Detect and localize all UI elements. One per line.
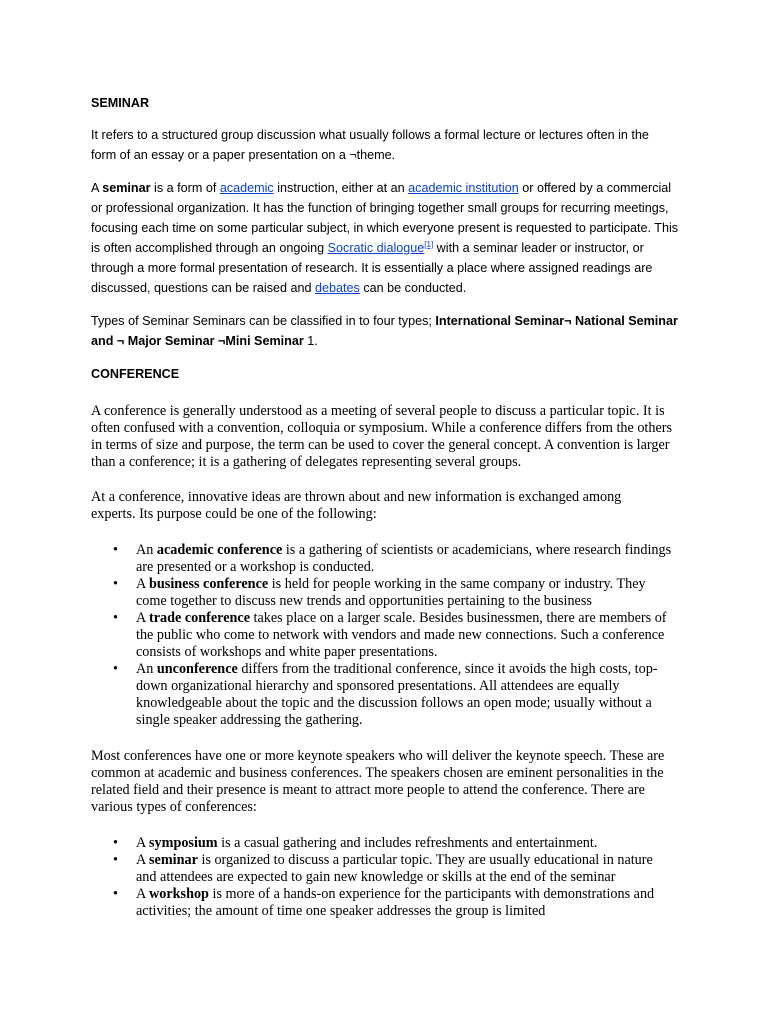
seminar-heading: SEMINAR [91,96,150,110]
bullet: • [113,576,118,592]
list-item [91,852,676,886]
bold-term: unconference [156,661,238,677]
text-run: is a gathering of scientists or academicians, where research findings are presented or a workshop is conducted. [136,542,672,575]
bold-term: seminar [149,852,198,868]
text-run: is more of a hands-on experience for the participants with demonstrations and activities; the amount of time one speaker addresses the group is limited [136,886,655,919]
text-run: An [136,661,157,677]
bold-term: trade conference [149,610,250,626]
conference-definition-paragraph: A conference is generally understood as a meeting of several people to discuss a particular topic. It is often confused with a convention, colloquia or symposium. While a conference differs from the others in terms of size and purpose, the term can be used to cover the general concept. A convention is larger than a conference; it is a gathering of delegates representing several groups. [91,403,672,470]
bold-term: workshop [149,886,209,902]
conference-types-list [91,835,676,920]
text-run: A [136,852,150,868]
text-run: instruction, either at an [273,181,409,195]
list-item [91,610,676,661]
list-item [91,886,676,920]
text-run: A [136,835,150,851]
text-run: can be conducted. [359,281,467,295]
seminar-definition-paragraph [91,178,681,298]
text-run: is a casual gathering and includes refreshments and entertainment. [217,835,598,851]
text-run: is held for people working in the same company or industry. They come together to discuss new trends and opportunities pertaining to the business [136,576,646,609]
text-run: An [136,542,157,558]
bullet: • [113,852,118,868]
conference-purpose-list [91,542,676,729]
conference-heading: CONFERENCE [91,367,180,381]
list-item [91,835,676,852]
text-run: A [136,610,150,626]
bullet: • [113,835,118,851]
bold-term-seminar: seminar [102,181,151,195]
list-item [91,576,676,610]
bullet: • [113,661,118,677]
text-run: A [91,181,103,195]
text-run: takes place on a larger scale. Besides businessmen, there are members of the public who come to network with vendors and made new connections. Such a conference consists of workshops and white paper presentations. [136,610,667,660]
text-run: Types of Seminar Seminars can be classified in to four types; [91,314,436,328]
link-socratic-dialogue[interactable]: Socratic dialogue [327,241,425,255]
seminar-intro-paragraph: It refers to a structured group discussion what usually follows a formal lecture or lectures often in the form of an essay or a paper presentation on a ¬theme. [91,128,649,162]
footnote-ref-1[interactable]: [1] [424,239,434,249]
bold-term: academic conference [156,542,283,558]
seminar-types-paragraph [91,311,691,351]
text-run: is organized to discuss a particular topic. They are usually educational in nature and attendees are expected to gain new knowledge or skills at the end of the seminar [136,852,653,885]
conference-purpose-paragraph: At a conference, innovative ideas are thrown about and new information is exchanged among experts. Its purpose could be one of the following: [91,489,622,522]
text-run: 1. [303,334,318,348]
link-academic[interactable]: academic [219,181,274,195]
bullet: • [113,886,118,902]
link-debates[interactable]: debates [315,281,360,295]
text-run: differs from the traditional conference, since it avoids the high costs, top-down organizational hierarchy and sponsored presentations. All attendees are equally knowledgeable about the topic and the discussion follows an open mode; usually without a single speaker addressing the gathering. [136,661,658,728]
bold-term: symposium [149,835,218,851]
bold-term: business conference [149,576,269,592]
list-item [91,661,676,729]
bullet: • [113,542,118,558]
text-run: with a seminar leader or instructor, or through a more formal presentation of research. It is essentially a place where assigned readings are discussed, questions can be raised and [91,241,653,295]
text-run: A [136,576,150,592]
link-academic-institution[interactable]: academic institution [408,181,519,195]
text-run: or offered by a commercial or professional organization. It has the function of bringing together small groups for recurring meetings, focusing each time on some particular subject, in which everyone present is requested to participate. This is often accomplished through an ongoing [91,181,679,255]
keynote-paragraph: Most conferences have one or more keynote speakers who will deliver the keynote speech. These are common at academic and business conferences. The speakers chosen are eminent personalities in the related field and their presence is meant to attract more people to attend the conference. There are various types of conferences: [91,748,665,815]
bullet: • [113,610,118,626]
list-item [91,542,676,576]
seminar-types-list: International Seminar¬ National Seminar and ¬ Major Seminar ¬Mini Seminar [91,314,678,348]
text-run: A [136,886,150,902]
text-run: is a form of [150,181,220,195]
